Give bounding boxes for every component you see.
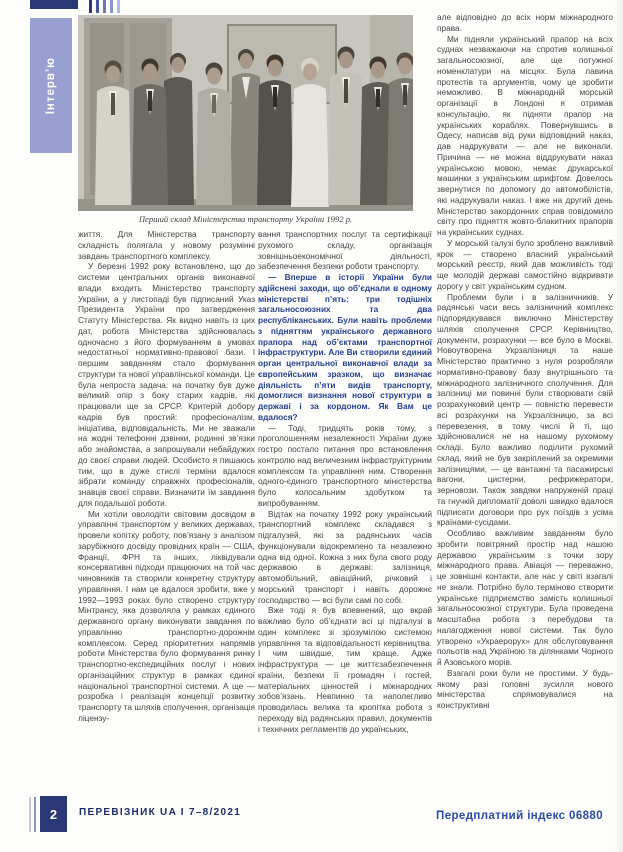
- article-paragraph: але відповідно до всіх норм міжнародного права.: [437, 12, 613, 33]
- article-paragraph: життя. Для Міністерства транспорту складність полягала у новому розумінні завдань транспортного комплексу.: [78, 229, 255, 261]
- article-paragraph: Відтак на початку 1992 року український транспортний комплекс складався з підгалузей, які за радянських часів функціонували відокремлено та незалежно одна від одної. Кожна з них була свого роду державою в державі: залізниця, автомобільний, авіаційний, річковий і морський транспорт і навіть дорожнє господарство — всі були самі по собі.: [258, 508, 432, 605]
- group-photo-illustration: [78, 15, 413, 211]
- top-decor-bars: [89, 0, 120, 13]
- article-paragraph: Взагалі роки були не простими. У будь-якому разі головні зусилля нового міністерства спрямовувалися на конструктивні: [437, 667, 613, 710]
- article-column-middle: [258, 229, 432, 734]
- article-paragraph: Особливо важливим завданням було зробити повітряний простір над нашою державою українським з точки зору міжнародного права. Авіація — переважно, це зовнішні контакти, але нас у світі взагалі не знали. Потрібно було терміново створити українське підприємство замість колишньої загальносоюзної структури. Була проведена масштабна робота з перебудови та налагодження нової системи. Так було утворено «Украерорух» для обслуговування польотів над Україною та ділянками Чорного й Азовського морів.: [437, 528, 613, 667]
- article-paragraph: — Тоді, тридцять років тому, з проголошенням незалежності України дуже гостро постало питання про встановлення контролю над величезним інфраструктурним комплексом та управління ним. Створення одного-єдиного транспортного міністерства було колосальним здобутком та випробуванням.: [258, 422, 432, 508]
- article-paragraph: вання транспортних послуг та сертифікації рухомого складу, організація зовнішньоекономічної діяльності, забезпечення безпеки роботи транспорту.: [258, 229, 432, 272]
- article-column-left: [78, 229, 255, 724]
- article-paragraph: У березні 1992 року встановлено, що до системи центральних органів виконавчої влади входить Міністерство транспорту України, а у листопаді був підписаний Указ Президента України про затвердження Статуту Міністерства. Як видно навіть із цих дат, робота Міністерства здійснювалась одночасно з його формуванням в умовах недостатньої нормативно-правової бази. І першим завданням стало формування структури та нової управлінської команди. Це була непроста задача: на початку був дуже великий опір з боку старих кадрів, які працювали ще за СРСР. Критерій добору кадрів був простий: професіоналізм, ініціатива, відповідальність. Ми не зважали на жодні телефонні дзвінки, родинні зв’язки або знайомства, а запрошували небайдужих до своєї справи людей. Особисто я пишаюсь тим, що в дуже стислі терміни вдалося зібрати команду справжніх професіоналів, знавців своєї справи. Визначити їм завдання для подальшої роботи.: [78, 261, 255, 508]
- subscription-index: Передплатний індекс 06880: [436, 810, 603, 822]
- rubric-tag-interview: [30, 18, 72, 153]
- article-paragraph: Ми хотіли оволодіти світовим досвідом в управлінні транспортом у великих державах, провели копітку роботу, пов’язану з аналізом зарубіжного досвіду провідних країн — США, Франції, ФРН та інших, ліквідували консервативні підходи працюючих на той час чиновників та створили конкретну структуру управління. І нам це вдалося зробити, вже у 1992—1993 роках було створено структуру Мінтрансу, яка дозволяла у рамках єдиного державного органу виконувати завдання по управлінню транспортно-дорожнім комплексом. Серед пріоритетних напрямів роботи Міністерства було формування ринку транспортно-експедиційних послуг і нових організаційних структур в рамках єдиної національної транспортної системи. А ще — розробка і реалізація концепції розвитку транспорту та шляхів сполучення, організація ліцензу-: [78, 508, 255, 723]
- rubric-label: Інтерв’ю: [45, 56, 57, 115]
- article-column-right: [437, 12, 613, 711]
- group-photo: [78, 15, 413, 211]
- journal-title-footer: ПЕРЕВІЗНИК UA І 7–8/2021: [79, 807, 242, 818]
- article-paragraph: Вже тоді я був впевнений, що вкрай важливо було об’єднати всі ці підгалузі в один комплекс зі зрозумілою системою управління та відповідальності керівництва. І чим швидше, тим краще. Адже інфраструктура — це життєзабезпечення країни, безпеки її громадян і гостей, матеріальних цінностей і міжнародних зобов’язань. Невпинно та наполегливо проводилась велика та кропітка робота з переходу від радянських правил, документів і технічних регламентів до українських,: [258, 605, 432, 734]
- article-paragraph: Проблеми були і в залізничників. У радянські часи весь залізничний комплекс підпорядкувався виключно Міністерству шляхів сполучення СРСР. Керівництво, документи, розрахунки — все було в Москві. Новоутворена Укрзалізниця та наше Міністерство практично з нуля розробляли нормативно-правову базу внутрішнього та міжнародного залізничного сполучення. Для залізниці ми повинні були створювати свій розрахунковий центр — повністю перевести всі розрахунки на Укрзалізницю, за всі перевезення, в тому числі й ті, що здійснювалися не на нашому рухомому складі. Було важливо поділити рухомий склад, який не був закріплений за окремими залізницями, — це вантажні та пасажирські вагони, цистерни, рефрижератори, зерновози. Також завдяки напруженій праці та гнучкій дипломатії доволі швидко вдалося підписати договори про рух поїздів з усіма країнами-сусідами.: [437, 291, 613, 528]
- page-number: 2: [40, 796, 67, 832]
- footer-decor-bars: [29, 797, 36, 832]
- photo-caption: Перший склад Міністерства транспорту України 1992 р.: [138, 214, 353, 224]
- article-paragraph: Ми підняли український прапор на всіх суднах незважаючи на спротив колишньої загальносоюзної, але ще потужної номенклатури на місцях. Була лавина протестів та аргументів, чому це зробити неможливо. В міжнародній морській організації в Лондоні я отримав консультацію, як підняти прапор на українських кораблях. Повернувшись в Одесу, написав від руки відповідний наказ, дав надрукувати — але не виконали. Причина — не можна віддрукувати наказ українською мовою, немає друкарської машинки з українським шрифтом. Довелось звернутися по допомогу до автомобілістів, які надрукували наказ. І вже на другий день Міністерство закордонних справ повідомило світу про підняття жовто-блакитних прапорів на українських суднах.: [437, 33, 613, 237]
- interview-question: — Вперше в історії України були здійснені заходи, що об’єднали в одному міністерстві п’ять: три тодішніх загальносоюзних та два республіканських. Були навіть проблеми з підняттям українського державного прапора над об’єктами транспортної інфраструктури. Але Ви створили єдиний орган центральної виконавчої влади за європейським зразком, що визначає діяльність п’яти видів транспорту, домоглися визнання нової структури в державі і за кордоном. Як Вам це вдалося?: [258, 272, 432, 422]
- article-paragraph: У морській галузі було зроблено важливий крок — створено власний український морський реєстр, який дав можливість тоді ще молодій державі самостійно відкривати дорогу у світ українським судном.: [437, 237, 613, 291]
- top-navy-block: [30, 0, 78, 9]
